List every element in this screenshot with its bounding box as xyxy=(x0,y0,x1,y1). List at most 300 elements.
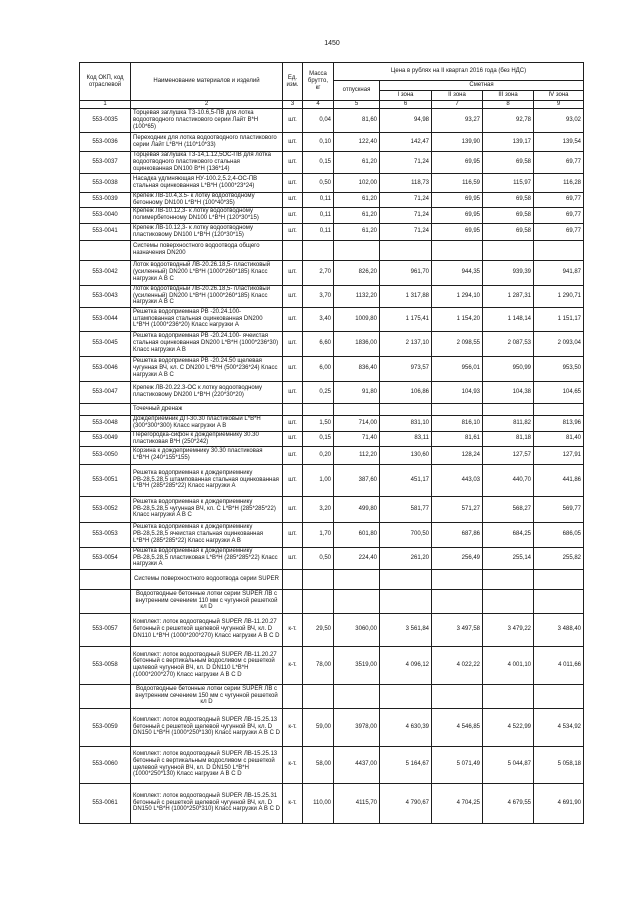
empty-cell xyxy=(380,569,432,589)
zone-4-price-cell: 1 290,71 xyxy=(534,285,584,307)
table-row xyxy=(80,613,584,646)
unit-cell: шт. xyxy=(283,496,303,522)
zone-3-price-cell: 440,70 xyxy=(483,464,534,496)
release-price-cell: 836,40 xyxy=(334,356,380,381)
column-numbers-row xyxy=(80,101,584,109)
table-row xyxy=(80,193,584,208)
empty-cell xyxy=(534,684,584,708)
product-name: Решетка водоприемная к дождеприемнику РВ-28,5.28,5 чугунная ВЧ, кл. С L*B*H (285*285*22) Класс нагрузки A B C xyxy=(131,496,283,522)
mass-cell: 29,50 xyxy=(303,613,334,646)
empty-cell xyxy=(303,240,334,260)
mass-cell: 0,20 xyxy=(303,446,334,464)
zone-2-price-cell: 2 098,55 xyxy=(432,331,483,356)
zone-2-price-cell: 81,61 xyxy=(432,431,483,446)
zone-2-price-cell: 104,93 xyxy=(432,381,483,403)
empty-cell xyxy=(303,569,334,589)
product-code: 553-0048 xyxy=(80,415,131,431)
zone-1-price-cell: 1 175,41 xyxy=(380,307,432,331)
zone-3-price-cell: 568,27 xyxy=(483,496,534,522)
column-number: 9 xyxy=(534,101,584,109)
product-name: Комплект: лоток водоотводный SUPER ЛВ-15.25.13 бетонный с решеткой щелевой чугунной ВЧ, кл. D DN150 L*B*H (1000*250*130) Класс нагрузки A B C D xyxy=(131,708,283,746)
product-code: 553-0038 xyxy=(80,174,131,193)
zone-4-price-cell: 3 488,40 xyxy=(534,613,584,646)
zone-2-price-cell: 69,95 xyxy=(432,152,483,174)
table-row xyxy=(80,522,584,547)
table-row xyxy=(80,260,584,285)
zone-3-price-cell: 5 044,87 xyxy=(483,746,534,783)
product-code: 553-0053 xyxy=(80,522,131,547)
zone-4-price-cell: 116,28 xyxy=(534,174,584,193)
product-code: 553-0035 xyxy=(80,109,131,133)
zone-4-price-cell: 953,50 xyxy=(534,356,584,381)
zone-2-price-cell: 4 704,25 xyxy=(432,783,483,823)
product-code: 553-0046 xyxy=(80,356,131,381)
empty-cell xyxy=(283,589,303,613)
product-code: 553-0037 xyxy=(80,152,131,174)
zone-3-price-cell: 4 679,55 xyxy=(483,783,534,823)
column-number: 2 xyxy=(131,101,283,109)
unit-cell: шт. xyxy=(283,464,303,496)
unit-cell: к-т. xyxy=(283,613,303,646)
zone-4-price-cell: 104,65 xyxy=(534,381,584,403)
table-row xyxy=(80,174,584,193)
section-row xyxy=(80,569,584,589)
zone-2-price-cell: 128,24 xyxy=(432,446,483,464)
release-price-cell: 61,20 xyxy=(334,152,380,174)
zone-4-price-cell: 255,82 xyxy=(534,547,584,569)
zone-4-price-cell: 441,86 xyxy=(534,464,584,496)
table-row xyxy=(80,207,584,223)
mass-cell: 0,15 xyxy=(303,431,334,446)
zone-4-price-cell: 1 151,17 xyxy=(534,307,584,331)
empty-cell xyxy=(380,684,432,708)
table-row xyxy=(80,431,584,446)
empty-cell xyxy=(380,403,432,415)
empty-cell xyxy=(334,569,380,589)
release-price-cell: 4437,00 xyxy=(334,746,380,783)
release-price-cell: 601,80 xyxy=(334,522,380,547)
empty-cell xyxy=(80,684,131,708)
column-number: 3 xyxy=(283,101,303,109)
unit-cell: шт. xyxy=(283,109,303,133)
release-price-cell: 1132,20 xyxy=(334,285,380,307)
release-price-cell: 61,20 xyxy=(334,223,380,240)
product-code: 553-0054 xyxy=(80,547,131,569)
product-name: Комплект: лоток водоотводный SUPER ЛВ-15.25.13 бетонный с вертикальным водосливом с решеткой щелевой чугунной ВЧ, кл. D DN150 L*B*H (1000*250*130) Класс нагрузки A B C D xyxy=(131,746,283,783)
zone-1-price-cell: 581,77 xyxy=(380,496,432,522)
header-estimate: Сметная xyxy=(380,81,584,91)
mass-cell: 0,11 xyxy=(303,223,334,240)
zone-4-price-cell: 4 534,92 xyxy=(534,708,584,746)
zone-1-price-cell: 700,50 xyxy=(380,522,432,547)
unit-cell: шт. xyxy=(283,193,303,208)
empty-cell xyxy=(283,403,303,415)
unit-cell: шт. xyxy=(283,431,303,446)
unit-cell: к-т. xyxy=(283,746,303,783)
zone-2-price-cell: 1 154,20 xyxy=(432,307,483,331)
product-name: Лоток водоотводный ЛВ-20.26.18,5- пластиковый (усиленный) DN200 L*B*H (1000*260*185) Класс нагрузки A B C xyxy=(131,285,283,307)
mass-cell: 6,00 xyxy=(303,356,334,381)
product-name: Дождеприемник ДП-30.30 пластиковый L*B*H (300*300*300) Класс нагрузки A B xyxy=(131,415,283,431)
mass-cell: 1,50 xyxy=(303,415,334,431)
section-row xyxy=(80,589,584,613)
empty-cell xyxy=(483,589,534,613)
unit-cell: шт. xyxy=(283,285,303,307)
zone-3-price-cell: 4 001,10 xyxy=(483,646,534,684)
product-name: Лоток водоотводный ЛВ-20.26.18,5- пластиковый (усиленный) DN200 L*B*H (1000*260*185) Класс нагрузки A B C xyxy=(131,260,283,285)
product-name: Насадка удлиняющая НУ-100.2,5.2,4-ОС-ПВ стальная оцинкованная L*B*H (1000*23*24) xyxy=(131,174,283,193)
product-code: 553-0041 xyxy=(80,223,131,240)
empty-cell xyxy=(534,403,584,415)
product-name: Корзина к дождеприемнику 30.30 пластиковая L*B*H (240*155*155) xyxy=(131,446,283,464)
zone-4-price-cell: 81,40 xyxy=(534,431,584,446)
product-name: Решетка водоприемная РВ -20.24.100- ячеистая стальная оцинкованная DN200 L*B*H (1000*236*30) Класс нагрузки A B xyxy=(131,331,283,356)
release-price-cell: 4115,70 xyxy=(334,783,380,823)
table-row xyxy=(80,547,584,569)
zone-2-price-cell: 5 071,49 xyxy=(432,746,483,783)
empty-cell xyxy=(303,403,334,415)
release-price-cell: 1009,80 xyxy=(334,307,380,331)
zone-4-price-cell: 686,05 xyxy=(534,522,584,547)
zone-3-price-cell: 92,78 xyxy=(483,109,534,133)
empty-cell xyxy=(483,569,534,589)
zone-4-price-cell: 4 011,66 xyxy=(534,646,584,684)
product-name: Комплект: лоток водоотводный SUPER ЛВ-11.20.27 бетонный с решеткой щелевой чугунной ВЧ, кл. D DN110 L*B*H (1000*200*270) Класс нагрузки A B C D xyxy=(131,613,283,646)
empty-cell xyxy=(432,569,483,589)
table-row xyxy=(80,133,584,152)
product-name: Крепеж ЛВ-10.4,3.5- к лотку водоотводному бетонному DN100 L*B*H (100*40*35) xyxy=(131,193,283,208)
header-name: Наименование материалов и изделий xyxy=(131,63,283,101)
mass-cell: 2,70 xyxy=(303,260,334,285)
unit-cell: шт. xyxy=(283,174,303,193)
empty-cell xyxy=(283,569,303,589)
section-row xyxy=(80,240,584,260)
release-price-cell: 3978,00 xyxy=(334,708,380,746)
zone-3-price-cell: 1 287,31 xyxy=(483,285,534,307)
header-zone-1: I зона xyxy=(380,91,432,101)
header-release-price: отпускная xyxy=(334,81,380,101)
zone-2-price-cell: 956,01 xyxy=(432,356,483,381)
zone-4-price-cell: 69,77 xyxy=(534,152,584,174)
empty-cell xyxy=(283,684,303,708)
empty-cell xyxy=(534,589,584,613)
mass-cell: 0,15 xyxy=(303,152,334,174)
section-row xyxy=(80,684,584,708)
zone-2-price-cell: 443,03 xyxy=(432,464,483,496)
release-price-cell: 3060,00 xyxy=(334,613,380,646)
empty-cell xyxy=(303,589,334,613)
header-zone-3: III зона xyxy=(483,91,534,101)
table-row xyxy=(80,152,584,174)
zone-3-price-cell: 127,57 xyxy=(483,446,534,464)
empty-cell xyxy=(483,403,534,415)
release-price-cell: 3519,00 xyxy=(334,646,380,684)
product-code: 553-0043 xyxy=(80,285,131,307)
product-name: Крепеж ЛВ-10.12,3- к лотку водоотводному полимербетонному DN100 L*B*H (120*30*15) xyxy=(131,207,283,223)
zone-3-price-cell: 81,18 xyxy=(483,431,534,446)
zone-4-price-cell: 941,87 xyxy=(534,260,584,285)
zone-3-price-cell: 684,25 xyxy=(483,522,534,547)
mass-cell: 1,00 xyxy=(303,464,334,496)
zone-3-price-cell: 811,82 xyxy=(483,415,534,431)
zone-3-price-cell: 139,17 xyxy=(483,133,534,152)
release-price-cell: 714,00 xyxy=(334,415,380,431)
product-code: 553-0047 xyxy=(80,381,131,403)
mass-cell: 59,00 xyxy=(303,708,334,746)
unit-cell: шт. xyxy=(283,331,303,356)
section-title: Системы поверхностного водоотвода серии SUPER xyxy=(131,569,283,589)
zone-2-price-cell: 3 497,58 xyxy=(432,613,483,646)
empty-cell xyxy=(334,240,380,260)
header-price-group: Цена в рублях на II квартал 2016 года (без НДС) xyxy=(334,63,584,81)
empty-cell xyxy=(80,403,131,415)
zone-1-price-cell: 94,98 xyxy=(380,109,432,133)
empty-cell xyxy=(334,589,380,613)
empty-cell xyxy=(303,684,334,708)
release-price-cell: 61,20 xyxy=(334,193,380,208)
mass-cell: 0,11 xyxy=(303,193,334,208)
zone-2-price-cell: 139,90 xyxy=(432,133,483,152)
table-row xyxy=(80,381,584,403)
release-price-cell: 387,60 xyxy=(334,464,380,496)
zone-1-price-cell: 2 137,10 xyxy=(380,331,432,356)
zone-2-price-cell: 69,95 xyxy=(432,193,483,208)
mass-cell: 0,50 xyxy=(303,547,334,569)
product-code: 553-0059 xyxy=(80,708,131,746)
table-row xyxy=(80,307,584,331)
product-code: 553-0051 xyxy=(80,464,131,496)
empty-cell xyxy=(334,684,380,708)
table-row xyxy=(80,331,584,356)
empty-cell xyxy=(483,240,534,260)
release-price-cell: 91,80 xyxy=(334,381,380,403)
zone-3-price-cell: 255,14 xyxy=(483,547,534,569)
product-code: 553-0045 xyxy=(80,331,131,356)
zone-3-price-cell: 939,39 xyxy=(483,260,534,285)
unit-cell: шт. xyxy=(283,307,303,331)
zone-2-price-cell: 4 022,22 xyxy=(432,646,483,684)
zone-4-price-cell: 813,96 xyxy=(534,415,584,431)
unit-cell: шт. xyxy=(283,207,303,223)
release-price-cell: 71,40 xyxy=(334,431,380,446)
product-code: 553-0058 xyxy=(80,646,131,684)
zone-1-price-cell: 4 790,67 xyxy=(380,783,432,823)
empty-cell xyxy=(80,589,131,613)
zone-4-price-cell: 69,77 xyxy=(534,223,584,240)
product-code: 553-0060 xyxy=(80,746,131,783)
header-code: Код ОКП, код отраслевой xyxy=(80,63,131,101)
release-price-cell: 1836,00 xyxy=(334,331,380,356)
section-title: Точечный дренаж xyxy=(131,403,283,415)
zone-1-price-cell: 142,47 xyxy=(380,133,432,152)
header-mass: Масса брутто, кг xyxy=(303,63,334,101)
unit-cell: шт. xyxy=(283,152,303,174)
zone-1-price-cell: 1 317,88 xyxy=(380,285,432,307)
mass-cell: 3,70 xyxy=(303,285,334,307)
product-name: Решетка водоприемная к дождеприемнику РВ-28,5.28,5 пластиковая L*B*H (285*285*22) Класс нагрузки A xyxy=(131,547,283,569)
mass-cell: 6,60 xyxy=(303,331,334,356)
empty-cell xyxy=(80,240,131,260)
zone-3-price-cell: 69,58 xyxy=(483,207,534,223)
product-name: Решетка водоприемная РВ -20.24.100- штампованная стальная оцинкованная DN200 L*B*H (1000*236*20) Класс нагрузки A xyxy=(131,307,283,331)
release-price-cell: 122,40 xyxy=(334,133,380,152)
empty-cell xyxy=(483,684,534,708)
zone-2-price-cell: 116,59 xyxy=(432,174,483,193)
unit-cell: к-т. xyxy=(283,646,303,684)
zone-3-price-cell: 4 522,99 xyxy=(483,708,534,746)
mass-cell: 0,11 xyxy=(303,207,334,223)
unit-cell: шт. xyxy=(283,522,303,547)
column-number: 8 xyxy=(483,101,534,109)
header-zone-2: II зона xyxy=(432,91,483,101)
empty-cell xyxy=(334,403,380,415)
unit-cell: шт. xyxy=(283,446,303,464)
unit-cell: шт. xyxy=(283,356,303,381)
product-name: Торцевая заглушка ТЗ-14,1.12,5ОС-ПВ для лотка водоотводного пластикового стальная оцинкованная DN100 B*H (136*14) xyxy=(131,152,283,174)
zone-1-price-cell: 3 561,84 xyxy=(380,613,432,646)
zone-3-price-cell: 69,58 xyxy=(483,223,534,240)
empty-cell xyxy=(380,589,432,613)
product-code: 553-0036 xyxy=(80,133,131,152)
header-zone-4: IV зона xyxy=(534,91,584,101)
mass-cell: 78,00 xyxy=(303,646,334,684)
product-name: Торцевая заглушка ТЗ-10.6,5-ПВ для лотка водоотводного пластикового серии Лайт B*H (100*65) xyxy=(131,109,283,133)
table-row xyxy=(80,496,584,522)
mass-cell: 0,04 xyxy=(303,109,334,133)
product-name: Решетка водоприемная РВ -20.24.50 щелевая чугунная ВЧ, кл. С DN200 L*B*H (500*236*24) Класс нагрузки A B C xyxy=(131,356,283,381)
empty-cell xyxy=(80,569,131,589)
zone-1-price-cell: 71,24 xyxy=(380,207,432,223)
zone-2-price-cell: 69,95 xyxy=(432,223,483,240)
unit-cell: шт. xyxy=(283,223,303,240)
empty-cell xyxy=(432,684,483,708)
product-name: Крепеж ЛВ-10.12,3- к лотку водоотводному пластиковому DN100 L*B*H (120*30*15) xyxy=(131,223,283,240)
release-price-cell: 61,20 xyxy=(334,207,380,223)
section-title: Системы поверхностного водоотвода общего назначения DN200 xyxy=(131,240,283,260)
product-name: Решетка водоприемная к дождеприемнику РВ-28,5.28,5 ячеистая стальная оцинкованная L*B*H (285*285*22) Класс нагрузки A B xyxy=(131,522,283,547)
zone-2-price-cell: 1 294,10 xyxy=(432,285,483,307)
zone-1-price-cell: 831,10 xyxy=(380,415,432,431)
mass-cell: 1,70 xyxy=(303,522,334,547)
zone-1-price-cell: 961,70 xyxy=(380,260,432,285)
zone-4-price-cell: 139,54 xyxy=(534,133,584,152)
table-row xyxy=(80,223,584,240)
mass-cell: 58,00 xyxy=(303,746,334,783)
zone-3-price-cell: 69,58 xyxy=(483,193,534,208)
zone-3-price-cell: 2 087,53 xyxy=(483,331,534,356)
product-code: 553-0039 xyxy=(80,193,131,208)
zone-4-price-cell: 93,02 xyxy=(534,109,584,133)
zone-1-price-cell: 261,20 xyxy=(380,547,432,569)
table-row xyxy=(80,464,584,496)
section-title: Водоотводные бетонные лотки серии SUPER ЛВ с внутренним сечением 110 мм с чугунной решеткой кл D xyxy=(131,589,283,613)
empty-cell xyxy=(432,589,483,613)
page-number: 1450 xyxy=(324,40,340,47)
unit-cell: шт. xyxy=(283,381,303,403)
zone-4-price-cell: 4 691,90 xyxy=(534,783,584,823)
mass-cell: 3,40 xyxy=(303,307,334,331)
product-code: 553-0044 xyxy=(80,307,131,331)
zone-2-price-cell: 4 546,85 xyxy=(432,708,483,746)
release-price-cell: 224,40 xyxy=(334,547,380,569)
zone-2-price-cell: 816,10 xyxy=(432,415,483,431)
column-number: 1 xyxy=(80,101,131,109)
product-name: Решетка водоприемная к дождеприемнику РВ-28,5.28,5 штампованная стальная оцинкованная L*B*H (285*285*22) Класс нагрузки A xyxy=(131,464,283,496)
table-body xyxy=(80,101,584,824)
zone-2-price-cell: 571,27 xyxy=(432,496,483,522)
empty-cell xyxy=(380,240,432,260)
zone-1-price-cell: 451,17 xyxy=(380,464,432,496)
zone-4-price-cell: 69,77 xyxy=(534,193,584,208)
zone-3-price-cell: 104,38 xyxy=(483,381,534,403)
table-row xyxy=(80,109,584,133)
section-title: Водоотводные бетонные лотки серии SUPER ЛВ с внутренним сечением 150 мм с чугунной решеткой кл D xyxy=(131,684,283,708)
empty-cell xyxy=(432,240,483,260)
product-name: Переходник для лотка водоотводного пластикового серии Лайт L*B*H (110*10*33) xyxy=(131,133,283,152)
zone-3-price-cell: 3 479,22 xyxy=(483,613,534,646)
column-number: 5 xyxy=(334,101,380,109)
zone-1-price-cell: 4 096,12 xyxy=(380,646,432,684)
product-code: 553-0042 xyxy=(80,260,131,285)
release-price-cell: 826,20 xyxy=(334,260,380,285)
unit-cell: шт. xyxy=(283,260,303,285)
header-unit: Ед. изм. xyxy=(283,63,303,101)
zone-2-price-cell: 944,35 xyxy=(432,260,483,285)
table-row xyxy=(80,285,584,307)
zone-1-price-cell: 106,86 xyxy=(380,381,432,403)
unit-cell: шт. xyxy=(283,415,303,431)
mass-cell: 110,00 xyxy=(303,783,334,823)
mass-cell: 3,20 xyxy=(303,496,334,522)
table-row xyxy=(80,746,584,783)
zone-4-price-cell: 569,77 xyxy=(534,496,584,522)
zone-4-price-cell: 69,77 xyxy=(534,207,584,223)
table-row xyxy=(80,356,584,381)
section-row xyxy=(80,403,584,415)
zone-1-price-cell: 71,24 xyxy=(380,152,432,174)
zone-1-price-cell: 5 164,67 xyxy=(380,746,432,783)
column-number: 6 xyxy=(380,101,432,109)
product-code: 553-0049 xyxy=(80,431,131,446)
column-number: 7 xyxy=(432,101,483,109)
release-price-cell: 102,00 xyxy=(334,174,380,193)
product-name: Перегородка-сифон к дождеприемнику 30.30 пластиковая B*H (250*242) xyxy=(131,431,283,446)
product-code: 553-0057 xyxy=(80,613,131,646)
zone-4-price-cell: 5 058,18 xyxy=(534,746,584,783)
table-row xyxy=(80,446,584,464)
zone-1-price-cell: 130,60 xyxy=(380,446,432,464)
empty-cell xyxy=(534,240,584,260)
zone-4-price-cell: 2 093,04 xyxy=(534,331,584,356)
zone-3-price-cell: 950,99 xyxy=(483,356,534,381)
zone-1-price-cell: 71,24 xyxy=(380,223,432,240)
zone-1-price-cell: 973,57 xyxy=(380,356,432,381)
unit-cell: шт. xyxy=(283,133,303,152)
mass-cell: 0,10 xyxy=(303,133,334,152)
empty-cell xyxy=(534,569,584,589)
release-price-cell: 81,60 xyxy=(334,109,380,133)
mass-cell: 0,50 xyxy=(303,174,334,193)
product-code: 553-0040 xyxy=(80,207,131,223)
release-price-cell: 112,20 xyxy=(334,446,380,464)
table-header xyxy=(80,63,584,101)
zone-1-price-cell: 118,73 xyxy=(380,174,432,193)
product-name: Комплект: лоток водоотводный SUPER ЛВ-15.25.31 бетонный с решеткой щелевой чугунной ВЧ, кл. D DN150 L*B*H (1000*250*310) Класс нагрузки A B C D xyxy=(131,783,283,823)
zone-3-price-cell: 69,58 xyxy=(483,152,534,174)
unit-cell: шт. xyxy=(283,547,303,569)
empty-cell xyxy=(283,240,303,260)
zone-4-price-cell: 127,91 xyxy=(534,446,584,464)
